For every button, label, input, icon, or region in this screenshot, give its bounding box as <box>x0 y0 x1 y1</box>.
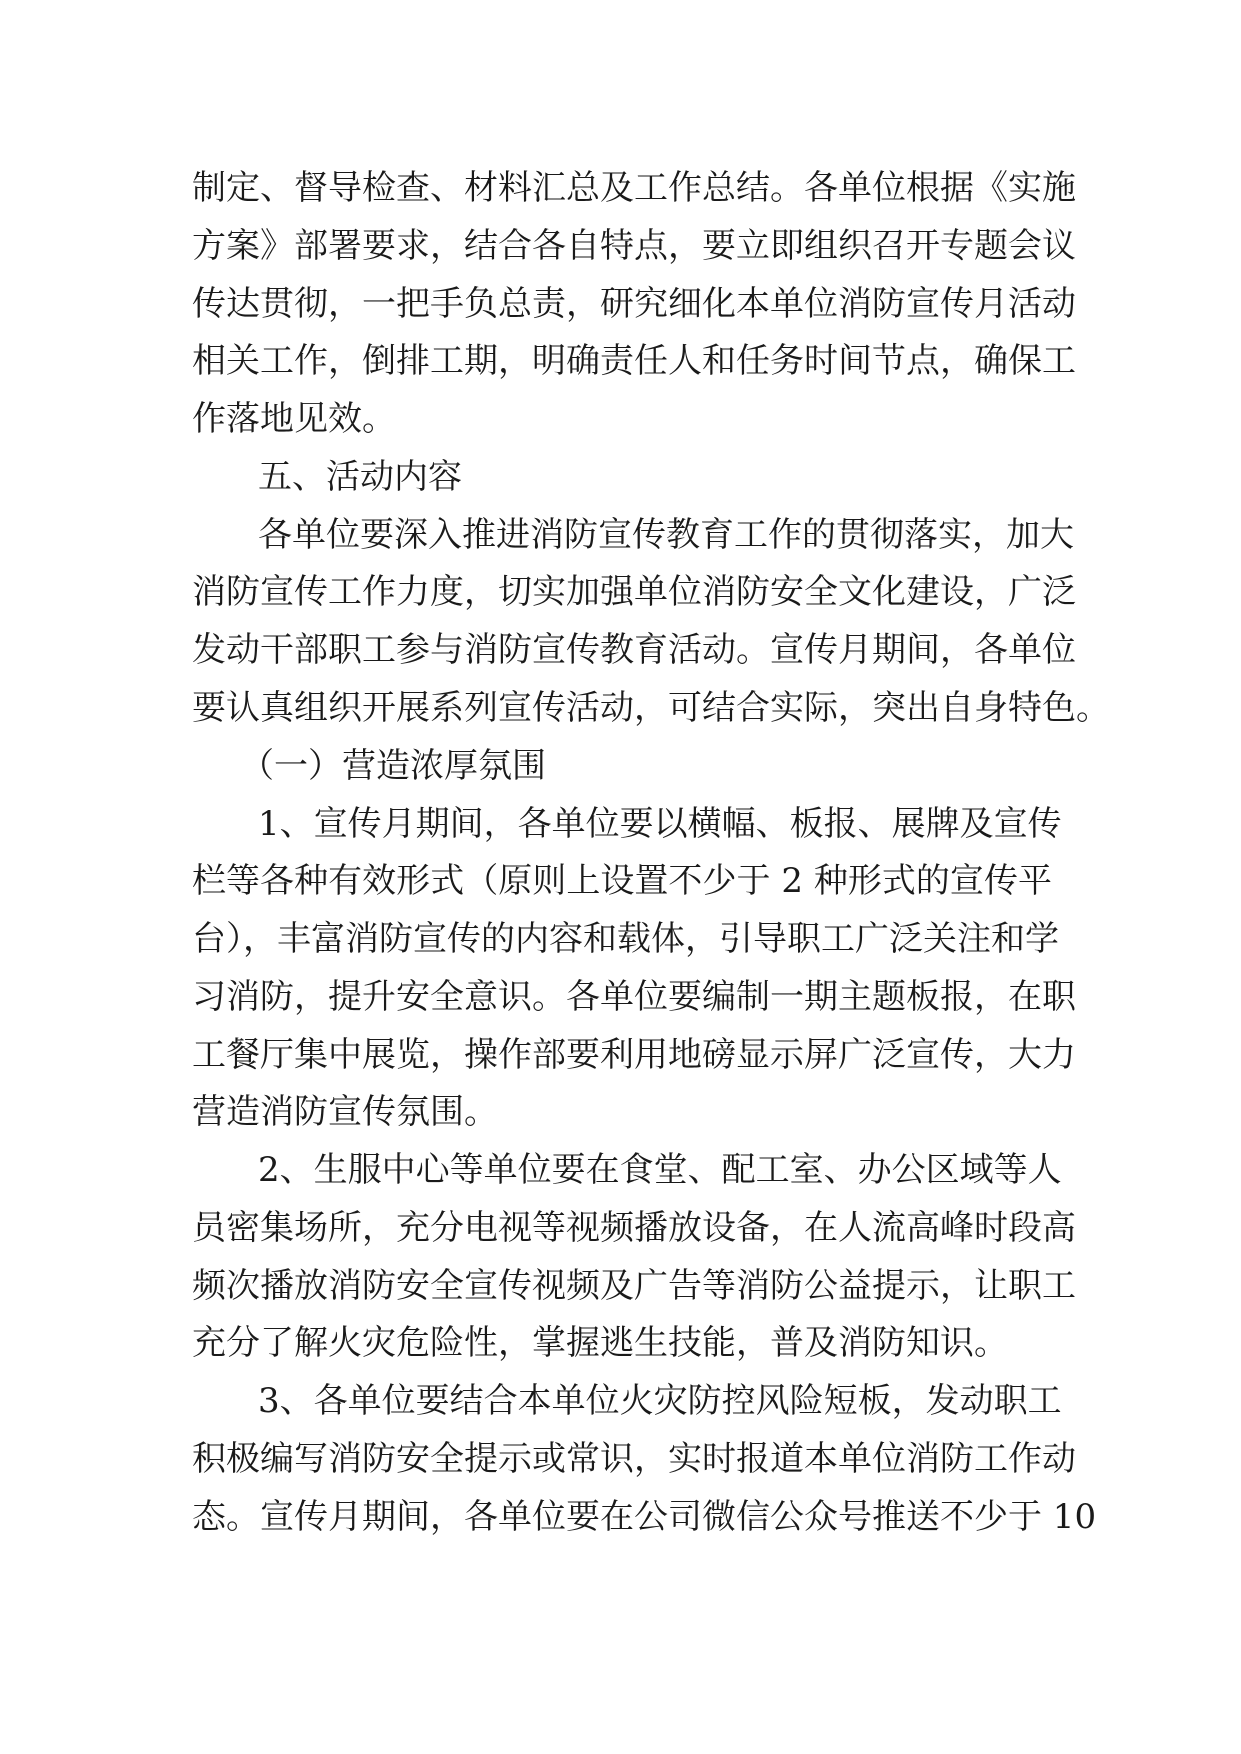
paragraph-line: 栏等各种有效形式（原则上设置不少于 2 种形式的宣传平 <box>192 861 1052 901</box>
paragraph-line: 发动干部职工参与消防宣传教育活动。宣传月期间，各单位 <box>192 630 1076 670</box>
paragraph-line: 3、各单位要结合本单位火灾防控风险短板，发动职工 <box>258 1381 1062 1421</box>
paragraph-line: 台），丰富消防宣传的内容和载体，引导职工广泛关注和学 <box>192 919 1059 959</box>
paragraph-line: 员密集场所，充分电视等视频播放设备，在人流高峰时段高 <box>192 1208 1076 1248</box>
paragraph-line: 2、生服中心等单位要在食堂、配工室、办公区域等人 <box>258 1150 1062 1190</box>
paragraph-line: 制定、督导检查、材料汇总及工作总结。各单位根据《实施 <box>192 168 1076 208</box>
paragraph-line: 消防宣传工作力度，切实加强单位消防安全文化建设，广泛 <box>192 572 1076 612</box>
paragraph-line: 相关工作，倒排工期，明确责任人和任务时间节点，确保工 <box>192 341 1076 381</box>
paragraph-line: 各单位要深入推进消防宣传教育工作的贯彻落实，加大 <box>258 515 1074 555</box>
paragraph-line: 充分了解火灾危险性，掌握逃生技能，普及消防知识。 <box>192 1323 1008 1363</box>
paragraph-line: 1、宣传月期间，各单位要以横幅、板报、展牌及宣传 <box>258 804 1062 844</box>
paragraph-line: 工餐厅集中展览，操作部要利用地磅显示屏广泛宣传，大力 <box>192 1035 1076 1075</box>
paragraph-line: 作落地见效。 <box>192 399 396 439</box>
paragraph-line: 习消防，提升安全意识。各单位要编制一期主题板报，在职 <box>192 977 1076 1017</box>
subsection-heading: （一）营造浓厚氛围 <box>240 746 546 786</box>
paragraph-line: 频次播放消防安全宣传视频及广告等消防公益提示，让职工 <box>192 1266 1076 1306</box>
paragraph-line: 要认真组织开展系列宣传活动，可结合实际，突出自身特色。 <box>192 688 1110 728</box>
paragraph-line: 态。宣传月期间，各单位要在公司微信公众号推送不少于 10 <box>192 1497 1097 1537</box>
paragraph-line: 积极编写消防安全提示或常识，实时报道本单位消防工作动 <box>192 1439 1076 1479</box>
paragraph-line: 营造消防宣传氛围。 <box>192 1092 498 1132</box>
section-heading: 五、活动内容 <box>258 457 462 497</box>
paragraph-line: 方案》部署要求，结合各自特点，要立即组织召开专题会议 <box>192 226 1076 266</box>
paragraph-line: 传达贯彻，一把手负总责，研究细化本单位消防宣传月活动 <box>192 284 1076 324</box>
